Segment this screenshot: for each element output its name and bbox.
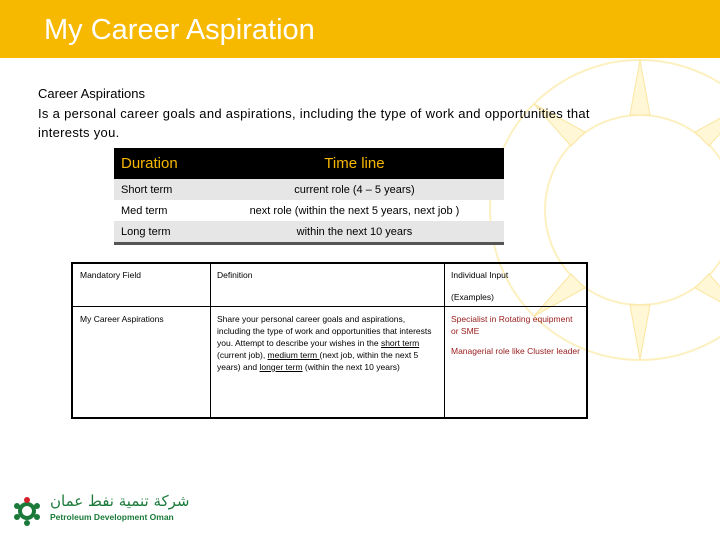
company-name-arabic: شركة تنمية نفط عمان xyxy=(50,492,190,510)
column-divider xyxy=(210,264,211,417)
timeline-cell: current role (4 – 5 years) xyxy=(205,179,504,200)
timeline-cell: within the next 10 years xyxy=(205,221,504,244)
mandatory-field-header: Mandatory Field xyxy=(80,270,141,280)
duration-cell: Med term xyxy=(121,204,168,217)
medium-term-text: medium term xyxy=(267,350,320,360)
definition-header: Definition xyxy=(217,270,253,280)
field-table xyxy=(71,262,588,419)
duration-cell: Long term xyxy=(114,221,205,244)
timeline-header-row xyxy=(114,148,504,179)
definition-text: Share your personal career goals and aspirations, including the type of work and opportunities that interests you. Attempt to describe your wishes in the xyxy=(217,314,432,348)
definition-cell xyxy=(217,313,435,373)
examples-subheader: (Examples) xyxy=(451,292,494,302)
longer-term-text: longer term xyxy=(259,362,303,372)
column-divider xyxy=(444,264,445,417)
timeline-table xyxy=(114,148,504,245)
definition-text: (within the next 10 years) xyxy=(302,362,400,372)
timeline-header: Time line xyxy=(205,148,504,179)
row-divider xyxy=(73,306,586,307)
duration-cell: Short term xyxy=(114,179,205,200)
individual-input-header: Individual Input xyxy=(451,270,509,280)
company-logo-icon xyxy=(12,496,46,526)
intro-body: Is a personal career goals and aspirations, including the type of work and opportunities that interests you. xyxy=(38,106,590,140)
example-1: Specialist in Rotating equipment or SME xyxy=(451,314,573,336)
page-title: My Career Aspiration xyxy=(44,14,315,46)
field-name-cell: My Career Aspirations xyxy=(80,314,164,324)
table-row xyxy=(114,179,504,200)
intro-heading: Career Aspirations xyxy=(38,86,145,101)
table-row xyxy=(114,200,504,221)
definition-text: (next job, within the next 5 years) and xyxy=(217,350,419,372)
example-2: Managerial role like Cluster leader xyxy=(451,346,580,356)
definition-text: (current job), xyxy=(217,350,268,360)
short-term-text: short term xyxy=(380,338,420,348)
table-row xyxy=(114,221,504,244)
duration-header: Duration xyxy=(114,148,205,179)
timeline-cell: next role (within the next 5 years, next job ) xyxy=(249,204,460,217)
company-name-english: Petroleum Development Oman xyxy=(50,512,174,522)
